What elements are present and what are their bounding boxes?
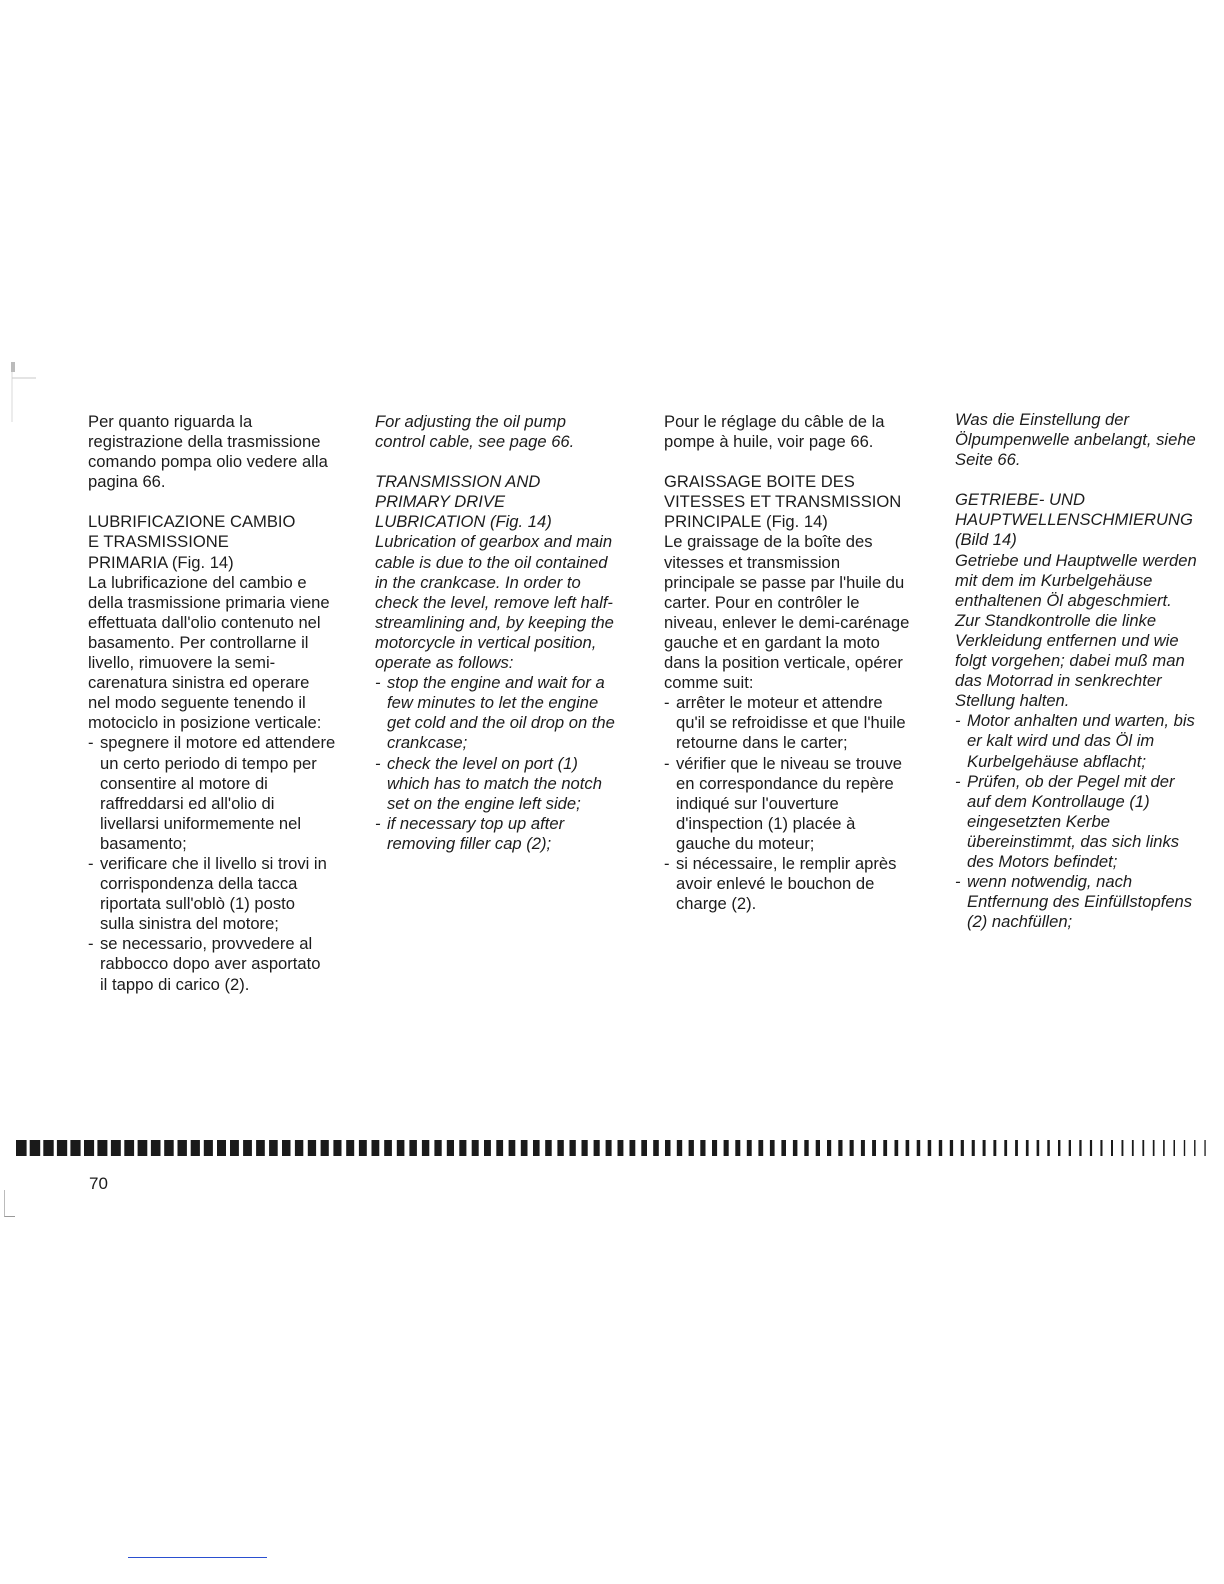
step-line: raffreddarsi ed all'olio di xyxy=(100,793,275,813)
bar-segment xyxy=(1004,1140,1007,1156)
step-dash: - xyxy=(955,872,961,892)
bar-segment xyxy=(1184,1140,1185,1156)
bar-segment xyxy=(1069,1140,1071,1156)
bar-segment xyxy=(346,1140,354,1156)
heading-line: HAUPTWELLENSCHMIERUNG xyxy=(955,510,1193,530)
bar-segment xyxy=(321,1140,329,1156)
body-line: vitesses et transmission xyxy=(664,552,841,572)
step-dash: - xyxy=(88,733,94,753)
intro-english xyxy=(375,412,645,452)
heading-french xyxy=(664,472,934,532)
intro-line: registrazione della trasmissione xyxy=(88,432,321,452)
step-line: stop the engine and wait for a xyxy=(387,673,605,693)
body-italian xyxy=(88,573,358,734)
step-line: get cold and the oil drop on the xyxy=(387,713,615,733)
bar-segment xyxy=(557,1140,563,1156)
bar-segment xyxy=(509,1140,516,1156)
step-line: wenn notwendig, nach xyxy=(967,872,1133,892)
body-line: motorcycle in vertical position, xyxy=(375,632,597,652)
body-german xyxy=(955,551,1217,712)
intro-line: pompe à huile, voir page 66. xyxy=(664,432,874,452)
bar-segment xyxy=(16,1140,27,1156)
bar-segment xyxy=(618,1140,624,1156)
bar-segment xyxy=(630,1140,636,1156)
body-line: basamento. Per controllarne il xyxy=(88,632,309,652)
bar-segment xyxy=(164,1140,174,1156)
bar-segment xyxy=(928,1140,932,1156)
bar-segment xyxy=(1015,1140,1018,1156)
step-line: retourne dans le carter; xyxy=(676,733,848,753)
bar-segment xyxy=(256,1140,265,1156)
bar-segment xyxy=(269,1140,278,1156)
intro-line: Was die Einstellung der xyxy=(955,410,1130,429)
body-line: della trasmissione primaria viene xyxy=(88,592,330,612)
body-line: motociclo in posizione verticale: xyxy=(88,713,322,733)
body-line: effettuata dall'olio contenuto nel xyxy=(88,612,321,632)
bar-segment xyxy=(372,1140,380,1156)
bar-segment xyxy=(1194,1140,1195,1156)
step-line: verificare che il livello si trovi in xyxy=(100,853,327,873)
step-line: if necessary top up after xyxy=(387,813,565,833)
bar-segment xyxy=(359,1140,367,1156)
bar-segment xyxy=(972,1140,975,1156)
intro-italian xyxy=(88,412,358,492)
step-item xyxy=(375,754,645,814)
bar-segment xyxy=(30,1140,41,1156)
step-line: set on the engine left side; xyxy=(387,793,581,813)
bar-segment xyxy=(747,1140,752,1156)
step-line: removing filler cap (2); xyxy=(387,833,552,853)
bar-segment xyxy=(939,1140,942,1156)
intro-line: For adjusting the oil pump xyxy=(375,412,566,431)
bar-segment xyxy=(770,1140,775,1156)
step-line: gauche du moteur; xyxy=(676,833,815,853)
intro-line: Ölpumpenwelle anbelangt, siehe xyxy=(955,430,1196,450)
body-line: folgt vorgehen; dabei muß man xyxy=(955,651,1185,671)
step-line: (2) nachfüllen; xyxy=(967,912,1073,932)
bar-segment xyxy=(700,1140,705,1156)
bar-segment xyxy=(677,1140,682,1156)
body-line: carenatura sinistra ed operare xyxy=(88,673,310,693)
bar-segment xyxy=(43,1140,53,1156)
heading-line: PRIMARIA (Fig. 14) xyxy=(88,552,234,572)
bar-segment xyxy=(1047,1140,1050,1156)
step-line: check the level on port (1) xyxy=(387,753,578,773)
bar-segment xyxy=(57,1140,67,1156)
bar-segment xyxy=(827,1140,831,1156)
bar-segment xyxy=(1037,1140,1040,1156)
bar-segment xyxy=(758,1140,763,1156)
bar-segment xyxy=(217,1140,226,1156)
step-line: qu'il se refroidisse et que l'huile xyxy=(676,713,906,733)
step-line: un certo periodo di tempo per xyxy=(100,753,317,773)
bar-segment xyxy=(484,1140,491,1156)
bar-segment xyxy=(384,1140,392,1156)
bar-segment xyxy=(422,1140,429,1156)
bar-segment xyxy=(308,1140,316,1156)
bar-segment xyxy=(1153,1140,1155,1156)
step-line: il tappo di carico (2). xyxy=(100,974,250,994)
steps-french xyxy=(664,693,934,914)
body-line: operate as follows: xyxy=(375,653,514,673)
section-german xyxy=(955,490,1217,932)
bar-segment xyxy=(1204,1140,1205,1156)
step-item xyxy=(375,814,645,854)
scan-artifact-top xyxy=(4,362,38,422)
intro-french xyxy=(664,412,934,452)
step-line: sulla sinistra del motore; xyxy=(100,914,279,934)
body-line: comme suit: xyxy=(664,673,754,693)
body-line: gauche et en gardant la moto xyxy=(664,632,880,652)
bar-segment xyxy=(838,1140,842,1156)
intro-line: pagina 66. xyxy=(88,472,166,492)
column-english xyxy=(375,412,645,874)
step-line: Entfernung des Einfüllstopfens xyxy=(967,892,1193,912)
bar-segment xyxy=(1090,1140,1092,1156)
bar-segment xyxy=(295,1140,303,1156)
step-dash: - xyxy=(375,813,381,833)
bar-segment xyxy=(124,1140,134,1156)
body-line: das Motorrad in senkrechter xyxy=(955,671,1162,691)
bar-segment xyxy=(333,1140,341,1156)
bar-segment xyxy=(582,1140,588,1156)
intro-line: Pour le réglage du câble de la xyxy=(664,412,885,431)
heading-english xyxy=(375,472,645,532)
step-line: indiqué sur l'ouverture xyxy=(676,793,839,813)
step-line: er kalt wird und das Öl im xyxy=(967,731,1155,751)
step-item xyxy=(88,934,358,994)
bar-segment xyxy=(138,1140,148,1156)
intro-line: Per quanto riguarda la xyxy=(88,412,253,431)
step-item xyxy=(955,872,1217,932)
bar-segment xyxy=(594,1140,600,1156)
bar-segment xyxy=(397,1140,405,1156)
body-line: Lubrication of gearbox and main xyxy=(375,532,613,552)
step-line: d'inspection (1) placée à xyxy=(676,813,856,833)
bar-segment xyxy=(1174,1140,1176,1156)
heading-line: GETRIEBE- UND xyxy=(955,490,1085,510)
bar-segment xyxy=(665,1140,671,1156)
bar-segment xyxy=(111,1140,121,1156)
gradient-bar-strip xyxy=(6,1140,1214,1156)
bar-segment xyxy=(191,1140,200,1156)
step-line: arrêter le moteur et attendre xyxy=(676,693,883,713)
heading-line: GRAISSAGE BOITE DES xyxy=(664,472,855,492)
body-line: carter. Pour en contrôler le xyxy=(664,592,860,612)
body-line: Getriebe und Hauptwelle werden xyxy=(955,550,1197,570)
bar-segment xyxy=(1132,1140,1134,1156)
body-line: mit dem im Kurbelgehäuse xyxy=(955,570,1153,590)
steps-german xyxy=(955,711,1217,932)
body-line: Zur Standkontrolle die linke xyxy=(955,610,1157,630)
step-line: basamento; xyxy=(100,833,187,853)
bar-segment xyxy=(496,1140,503,1156)
step-line: spegnere il motore ed attendere xyxy=(100,733,336,753)
step-line: few minutes to let the engine xyxy=(387,693,599,713)
bar-segment xyxy=(653,1140,659,1156)
blue-rule xyxy=(128,1557,267,1558)
body-line: in the crankcase. In order to xyxy=(375,572,581,592)
page-number: 70 xyxy=(89,1174,108,1193)
step-line: livellarsi uniformemente nel xyxy=(100,813,302,833)
step-line: si nécessaire, le remplir après xyxy=(676,853,897,873)
step-item xyxy=(88,854,358,934)
intro-line: control cable, see page 66. xyxy=(375,432,575,452)
bar-segment xyxy=(872,1140,876,1156)
body-line: Verkleidung entfernen und wie xyxy=(955,630,1179,650)
bar-segment xyxy=(409,1140,417,1156)
bar-segment xyxy=(178,1140,187,1156)
bar-segment xyxy=(230,1140,239,1156)
column-german xyxy=(955,410,1217,952)
bar-segment xyxy=(950,1140,953,1156)
step-line: crankcase; xyxy=(387,733,468,753)
step-dash: - xyxy=(88,934,94,954)
step-line: Motor anhalten und warten, bis xyxy=(967,711,1195,731)
bar-segment xyxy=(861,1140,865,1156)
bar-segment xyxy=(1058,1140,1060,1156)
body-line: livello, rimuovere la semi- xyxy=(88,653,276,673)
step-line: consentire al motore di xyxy=(100,773,268,793)
body-english xyxy=(375,532,645,673)
step-item xyxy=(955,711,1217,771)
bar-segment xyxy=(1026,1140,1029,1156)
bar-segment xyxy=(724,1140,729,1156)
bar-segment xyxy=(906,1140,910,1156)
step-line: Kurbelgehäuse abflacht; xyxy=(967,751,1146,771)
intro-german xyxy=(955,410,1217,470)
bar-segment xyxy=(961,1140,964,1156)
body-french xyxy=(664,532,934,693)
bar-segment xyxy=(883,1140,887,1156)
heading-italian xyxy=(88,512,358,572)
heading-line: LUBRICATION (Fig. 14) xyxy=(375,512,552,532)
step-item xyxy=(664,754,934,854)
bar-segment xyxy=(570,1140,576,1156)
bar-segment xyxy=(712,1140,717,1156)
bar-segment xyxy=(735,1140,740,1156)
step-line: eingesetzten Kerbe xyxy=(967,811,1110,831)
bar-segment xyxy=(804,1140,808,1156)
column-italian xyxy=(88,412,358,1015)
heading-german xyxy=(955,490,1217,550)
step-item xyxy=(375,673,645,753)
body-line: dans la position verticale, opérer xyxy=(664,653,903,673)
bar-segment xyxy=(793,1140,798,1156)
bar-segment xyxy=(689,1140,694,1156)
body-line: check the level, remove left half- xyxy=(375,592,613,612)
step-line: übereinstimmt, das sich links xyxy=(967,831,1180,851)
bar-segment xyxy=(434,1140,441,1156)
body-line: nel modo seguente tenendo il xyxy=(88,693,306,713)
heading-line: PRINCIPALE (Fig. 14) xyxy=(664,512,828,532)
bar-segment xyxy=(1142,1140,1144,1156)
section-english xyxy=(375,472,645,854)
body-line: La lubrificazione del cambio e xyxy=(88,572,307,592)
body-line: cable is due to the oil contained xyxy=(375,552,608,572)
bar-segment xyxy=(204,1140,213,1156)
bar-segment xyxy=(243,1140,252,1156)
step-line: corrispondenza della tacca xyxy=(100,874,298,894)
bar-segment xyxy=(781,1140,786,1156)
section-french xyxy=(664,472,934,914)
step-line: rabbocco dopo aver asportato xyxy=(100,954,321,974)
bar-segment xyxy=(1111,1140,1113,1156)
step-line: auf dem Kontrollauge (1) xyxy=(967,791,1150,811)
step-dash: - xyxy=(375,673,381,693)
body-line: Le graissage de la boîte des xyxy=(664,532,873,552)
heading-line: VITESSES ET TRANSMISSION xyxy=(664,492,902,512)
body-line: niveau, enlever le demi-carénage xyxy=(664,612,910,632)
bar-segment xyxy=(993,1140,996,1156)
bar-segment xyxy=(1079,1140,1081,1156)
step-line: charge (2). xyxy=(676,894,757,914)
bar-segment xyxy=(472,1140,479,1156)
steps-italian xyxy=(88,733,358,994)
bar-segment xyxy=(850,1140,854,1156)
bar-segment xyxy=(151,1140,161,1156)
bar-segment xyxy=(895,1140,899,1156)
step-dash: - xyxy=(88,853,94,873)
body-line: streamlining and, by keeping the xyxy=(375,612,614,632)
heading-line: PRIMARY DRIVE xyxy=(375,492,506,512)
bar-segment xyxy=(1100,1140,1102,1156)
step-line: avoir enlevé le bouchon de xyxy=(676,874,875,894)
heading-line: LUBRIFICAZIONE CAMBIO xyxy=(88,512,296,532)
intro-line: comando pompa olio vedere alla xyxy=(88,452,328,472)
bar-segment xyxy=(84,1140,94,1156)
steps-english xyxy=(375,673,645,854)
step-dash: - xyxy=(375,753,381,773)
bar-segment xyxy=(282,1140,291,1156)
bar-segment xyxy=(816,1140,820,1156)
bar-segment xyxy=(533,1140,540,1156)
step-line: en correspondance du repère xyxy=(676,773,894,793)
step-item xyxy=(664,693,934,753)
bar-segment xyxy=(70,1140,80,1156)
column-french xyxy=(664,412,934,934)
bar-segment xyxy=(917,1140,921,1156)
bar-segment xyxy=(641,1140,647,1156)
intro-line: Seite 66. xyxy=(955,450,1021,470)
step-line: which has to match the notch xyxy=(387,773,602,793)
bar-segment xyxy=(545,1140,552,1156)
step-line: se necessario, provvedere al xyxy=(100,934,313,954)
section-italian xyxy=(88,512,358,994)
body-line: Stellung halten. xyxy=(955,691,1070,711)
bar-segment xyxy=(983,1140,986,1156)
step-dash: - xyxy=(955,711,961,731)
step-line: Prüfen, ob der Pegel mit der xyxy=(967,771,1175,791)
bar-segment xyxy=(459,1140,466,1156)
step-dash: - xyxy=(955,771,961,791)
body-line: enthaltenen Öl abgeschmiert. xyxy=(955,590,1172,610)
step-dash: - xyxy=(664,693,670,713)
bar-segment xyxy=(447,1140,454,1156)
step-dash: - xyxy=(664,753,670,773)
bar-segment xyxy=(97,1140,107,1156)
bar-segment xyxy=(521,1140,528,1156)
heading-line: E TRASMISSIONE xyxy=(88,532,229,552)
bar-segment xyxy=(606,1140,612,1156)
body-line: principale se passe par l'huile du xyxy=(664,572,905,592)
bar-strip-graphic xyxy=(6,1140,1214,1156)
step-line: des Motors befindet; xyxy=(967,851,1118,871)
step-item xyxy=(664,854,934,914)
bar-segment xyxy=(1122,1140,1124,1156)
heading-line: TRANSMISSION AND xyxy=(375,472,541,492)
step-dash: - xyxy=(664,853,670,873)
step-item xyxy=(88,733,358,854)
step-line: vérifier que le niveau se trouve xyxy=(676,753,902,773)
step-line: riportata sull'oblò (1) posto xyxy=(100,894,296,914)
heading-line: (Bild 14) xyxy=(955,530,1017,550)
step-item xyxy=(955,772,1217,872)
scan-artifact-bottom xyxy=(4,1190,15,1217)
bar-segment xyxy=(1163,1140,1165,1156)
